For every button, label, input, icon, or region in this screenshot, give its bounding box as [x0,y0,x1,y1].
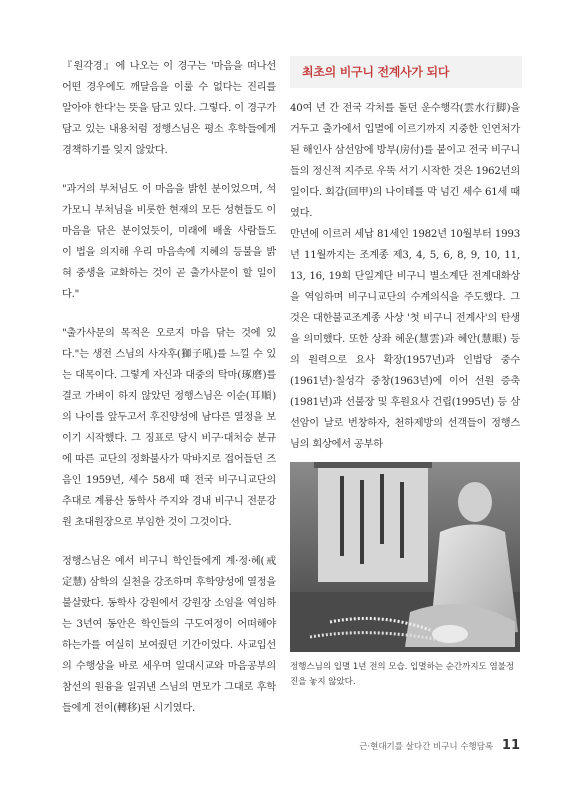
left-column [62,56,276,719]
paragraph: "출가사문의 목적은 오로지 마음 닦는 것에 있다."는 생전 스님의 사자후(獅子吼)를 느낄 수 있는 대목이다. 그렇게 자신과 대중의 탁마(琢磨)를 결코 가벼이 하지 않았던 정행스님은 이순(耳順)의 나이를 앞두고서 후진양성에 남다른 열정을 보이기 시작했다. 그 징표로 당시 비구·대처승 분규에 따른 교단의 정화불사가 막바지로 접어들던 즈음인 1959년, 세수 58세 때 전국 비구니교단의 추대로 계룡산 동학사 주지와 경내 비구니 전문강원 초대원장으로 부임한 것이 그것이다. [62,328,276,528]
page-number: 11 [501,738,520,753]
page-footer [340,738,520,753]
running-title: 근·현대기를 살다간 비구니 수행담록 [359,742,494,752]
right-column [290,98,520,455]
section-heading-box [290,56,522,88]
paragraph: 40여 년 간 전국 각처를 돌던 운수행각(雲水行脚)을 거두고 출가에서 입멸에 이르기까지 지중한 인연처가 된 해인사 삼선암에 방부(房付)를 붙이고 전국 비구니들의 정신적 지주로 우뚝 서기 시작한 것은 1962년의 일이다. 회갑(回甲)의 나이테를 막 넘긴 세수 61세 때였다. [290,103,520,219]
photo-illustration [290,462,520,652]
photo-nun-meditating [290,462,520,652]
paragraph: 『원각경』에 나오는 이 경구는 '마음을 떠나선 어떤 경우에도 깨달음을 이룰 수 없다는 진리를 알아야 한다'는 뜻을 담고 있다. 그렇다. 이 경구가 담고 있는 내용처럼 정행스님은 평소 후학들에게 경책하기를 잊지 않았다. [62,61,276,156]
quote-paragraph: "과거의 부처님도 이 마음을 밝힌 분이었으며, 석가모니 부처님을 비롯한 현재의 모든 성현들도 이 마음을 닦은 분이었듯이, 미래에 배울 사람들도 이 법을 의지해 우리 마음속에 지혜의 등불을 밝혀 중생을 교화하는 것이 곧 출가사문이 할 일이다." [62,184,276,300]
photo-caption: 정행스님의 입멸 1년 전의 모습. 입멸하는 순간까지도 염불정진을 놓지 않았다. [290,662,515,687]
section-heading: 최초의 비구니 전계사가 되다 [302,65,450,79]
paragraph: 만년에 이르러 세납 81세인 1982년 10월부터 1993년 11월까지는 조계종 제3, 4, 5, 6, 8, 9, 10, 11, 13, 16, 19회 단일계단 비구니 별소계단 전계대화상을 역임하며 비구니교단의 수계의식을 주도했다. 그것은 대한불교조계종 사상 '첫 비구니 전계사'의 탄생을 의미했다. 또한 상좌 혜운(慧雲)과 혜안(慧眼) 등의 원력으로 요사 확장(1957년)과 인법당 중수(1961년)·칠성각 중창(1963년)에 이어 선원 증축(1981년)과 선불장 및 후원요사 건립(1995년) 등 삼선암이 날로 번창하자, 천하제방의 선객들이 정행스님의 회상에서 공부하 [290,229,520,450]
paragraph: 정행스님은 예서 비구니 학인들에게 계·정·혜(戒定慧) 삼학의 실천을 강조하며 후학양성에 열정을 불살랐다. 동학사 강원에서 강원장 소임을 역임하는 3년여 동안은 학인들의 구도여정이 어떠해야 하는가를 여실히 보여줬던 기간이었다. 사교입선의 수행상을 바로 세우며 일대시교와 마음공부의 참선의 원융을 일궈낸 스님의 면모가 그대로 후학들에게 전이(轉移)된 시기였다. [62,556,276,714]
